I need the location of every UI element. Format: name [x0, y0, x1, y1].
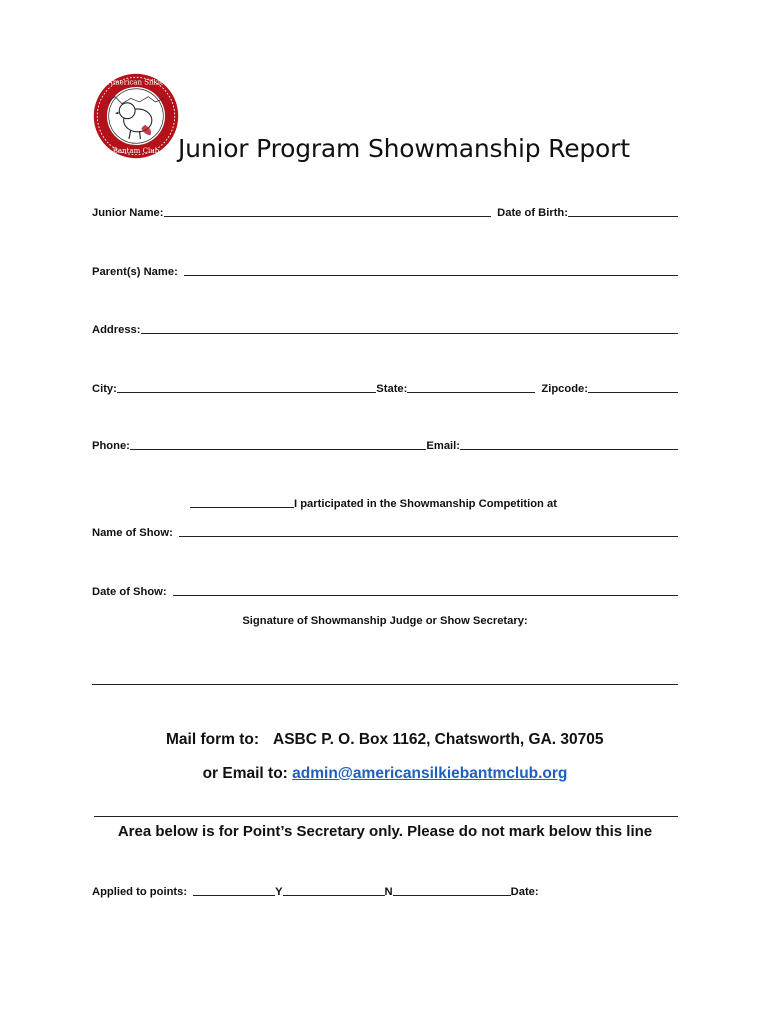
- city-state-zip-row: [92, 383, 678, 395]
- logo-top-text: American Silkie: [107, 77, 165, 87]
- address-field[interactable]: [141, 332, 679, 334]
- signature-field[interactable]: [92, 684, 678, 685]
- applied-points-label: Applied to points:: [92, 886, 188, 898]
- phone-field[interactable]: [130, 448, 427, 450]
- participated-blank-field[interactable]: [190, 506, 294, 508]
- email-field[interactable]: [460, 448, 678, 450]
- name-of-show-label: Name of Show:: [92, 527, 173, 539]
- email-instructions: [0, 765, 770, 783]
- email-to-label: or Email to:: [202, 765, 288, 782]
- name-of-show-field[interactable]: [179, 535, 678, 537]
- applied-points-field[interactable]: [193, 894, 275, 896]
- logo-bottom-text: Bantam Club: [112, 145, 160, 155]
- parents-name-field[interactable]: [184, 274, 678, 276]
- email-link[interactable]: admin@americansilkiebantmclub.org: [292, 765, 568, 782]
- junior-name-row: [92, 207, 678, 219]
- date-of-show-field[interactable]: [173, 594, 678, 596]
- name-of-show-row: [92, 527, 678, 539]
- mail-label: Mail form to:: [166, 731, 259, 748]
- zipcode-field[interactable]: [588, 391, 678, 393]
- phone-email-row: [92, 440, 678, 452]
- n-field[interactable]: [393, 894, 511, 896]
- mail-address: ASBC P. O. Box 1162, Chatsworth, GA. 30705: [273, 731, 604, 748]
- date-label: Date:: [510, 886, 539, 898]
- city-label: City:: [92, 383, 117, 395]
- club-logo: [92, 72, 180, 160]
- divider-line: [94, 816, 678, 817]
- junior-name-label: Junior Name:: [92, 207, 164, 219]
- secretary-notice: Area below is for Point’s Secretary only. Please do not mark below this line: [117, 823, 653, 840]
- participated-statement: [190, 498, 557, 510]
- date-of-show-label: Date of Show:: [92, 586, 167, 598]
- date-of-show-row: [92, 586, 678, 598]
- n-label: N: [384, 886, 393, 898]
- mail-instructions: [166, 731, 604, 749]
- y-label: Y: [275, 886, 283, 898]
- parents-name-row: [92, 266, 678, 278]
- address-row: [92, 324, 678, 336]
- junior-name-field[interactable]: [164, 215, 492, 217]
- address-label: Address:: [92, 324, 141, 336]
- y-field[interactable]: [283, 894, 385, 896]
- participated-label: I participated in the Showmanship Competition at: [294, 498, 557, 510]
- date-of-birth-label: Date of Birth:: [497, 207, 568, 219]
- page-title: Junior Program Showmanship Report: [178, 134, 630, 163]
- signature-label: Signature of Showmanship Judge or Show Secretary:: [242, 615, 528, 627]
- chicken-head-icon: [119, 103, 135, 119]
- email-label: Email:: [426, 440, 460, 452]
- city-field[interactable]: [117, 391, 376, 393]
- zipcode-label: Zipcode:: [541, 383, 588, 395]
- applied-points-row: [92, 886, 678, 898]
- state-label: State:: [376, 383, 408, 395]
- parents-name-label: Parent(s) Name:: [92, 266, 178, 278]
- date-of-birth-field[interactable]: [568, 215, 678, 217]
- phone-label: Phone:: [92, 440, 130, 452]
- state-field[interactable]: [407, 391, 535, 393]
